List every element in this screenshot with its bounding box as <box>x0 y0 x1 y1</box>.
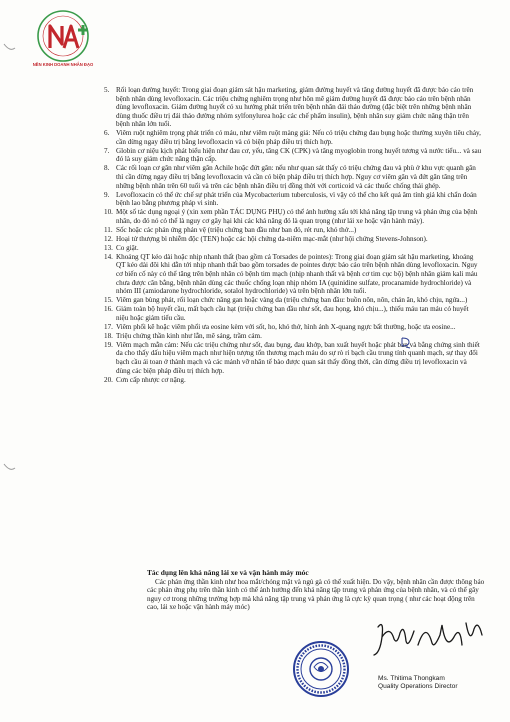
list-item: 17. Viêm phổi kẽ hoặc viêm phổi ưa eosine kèm với sốt, ho, khó thở, hình ảnh X-quang ngực bất thường, hoặc ưa eosine... <box>104 322 456 331</box>
signatory-block <box>378 675 488 691</box>
list-item: 5. Rối loạn đường huyết: Trong giai đoạn giám sát hậu marketing, giảm đường huyết và tăng đường huyết đã được báo cáo trên bệnh nhân dùng levofloxacin. Các triệu chứng nghiêm trọng như hôn mê giảm đường huyết đã được báo cáo trên bệnh nhân dùng levofloxacin. Giảm đường huyết có xu hướng phát triển trên bệnh nhân đái tháo đường (đặc biệt trên những bệnh nhân dùng thuốc điều trị đái tháo đường nhóm sylfonylurea hoặc các chế phẩm insulin), bệnh nhân suy giảm chức năng thận trên bệnh nhân lớn tuổi. <box>104 86 474 129</box>
list-item: 7. Globin cơ niệu kịch phát biểu hiện như đau cơ, yếu, tăng CK (CPK) và tăng myoglobin trong huyết tương và nước tiểu... và sau đó là suy giảm chức năng thận cấp. <box>104 146 482 164</box>
list-item: 10. Một số tác dụng ngoại ý (xin xem phần TÁC DỤNG PHỤ) có thể ảnh hưởng xấu tới khả năng tập trung và phản ứng của bệnh nhân, do đó nó có thể là nguy cơ gây hại khi các khả năng đó là quan trọng (như lái xe hoặc vận hành máy). <box>104 208 478 225</box>
punch-mark <box>2 462 16 474</box>
list-item: 14. Khoảng QT kéo dài hoặc nhịp nhanh thất (bao gồm cả Torsades de pointes): Trong giai đoạn giám sát hậu marketing, khoảng QT kéo dài đôi khi dẫn tới nhịp nhanh thất bao gồm torsades de pointes được báo cáo trên bệnh nhân dùng levofloxacin. Nguy cơ biến cố này có thể tăng trên bệnh nhân có bệnh tim mạch (nhịp nhanh thất và bệnh cơ tim cục bộ) bệnh nhân giảm kali máu chưa được cân bằng, bệnh nhân dùng các thuốc chống loạn nhịp nhóm IA (quinidine sulfate, procanamide hydrochloride) và nhóm III (amiodarone hydrochloride, sotalol hydrochloride) và trên bệnh nhân lớn tuổi. <box>104 252 478 296</box>
list-item: 16. Giảm toàn bộ huyết cầu, mất bạch cầu hạt (triệu chứng ban đầu như sốt, đau họng, khó chịu...), thiếu máu tan máu có huyết niệu hoặc giảm tiểu cầu. <box>104 305 469 322</box>
list-item: 9. Levofloxacin có thể ức chế sự phát triển của Mycobacterium tuberculosis, vì vậy có thể cho kết quả âm tính giả khi chẩn đoán bệnh lao bằng phương pháp vi sinh. <box>104 190 477 208</box>
signatory-name: Ms. Thitima Thongkam <box>378 675 445 682</box>
list-item: 11. Sốc hoặc các phản ứng phản vệ (triệu chứng ban đầu như ban đỏ, rét run, khó thở...) <box>104 225 357 234</box>
list-item: 12. Hoại tử thượng bì nhiễm độc (TEN) hoặc các hội chứng da-niêm mạc-mắt (như hội chứng Stevens-Johnson). <box>104 234 428 243</box>
section-heading: Tác dụng lên khả năng lái xe và vận hành máy móc <box>147 568 309 577</box>
list-item: 13. Co giật. <box>104 243 139 252</box>
logo-tagline: NỀN KINH DOANH NHÂN ĐẠO <box>32 62 94 67</box>
list-item: 19. Viêm mạch mẫn cảm: Nếu các triệu chứng như sốt, đau bụng, đau khớp, ban xuất huyết hoặc phát ban và bằng chứng sinh thiết da cho thấy dấu hiệu viêm mạch như hiện tượng tổn thương mạch máu do sự rò rỉ bạch cầu trung tính quanh mạch, sự thay đổi bạch cầu ái toan ở thành mạch và các mảnh vỡ nhân tế bào được quan sát thấy đồng thời, cần dừng điều trị levofloxacin và dùng các biện pháp điều trị thích hợp. <box>104 340 480 375</box>
list-item: 6. Viêm ruột nghiêm trọng phát triển có máu, như viêm ruột màng giả: Nếu có triệu chứng đau bụng hoặc thường xuyên tiêu chảy, cần dừng ngay điều trị bằng levofloxacin và có biện pháp điều trị thích hợp. <box>104 129 481 146</box>
company-stamp <box>292 640 350 698</box>
list-item: 20. Cơn cấp nhược cơ nặng. <box>104 375 186 384</box>
handwritten-signature <box>370 615 490 665</box>
pharmacy-logo <box>28 6 98 68</box>
signatory-title: Quality Operations Director <box>378 683 458 690</box>
section-body: Các phản ứng thần kinh như hoa mắt/chóng mặt và ngủ gà có thể xuất hiện. Do vậy, bệnh nhân cần được thông báo các phản ứng phụ trên thần kinh có thể ảnh hưởng đến khả năng tập trung và phản ứng của bệnh nhân, và có thể gây nguy cơ trong những trường hợp mà khả năng tập trung và phản ứng là cực kỳ quan trọng ( như các hoạt động trên cao, lái xe hoặc vận hành máy móc) <box>147 577 485 612</box>
list-item: 15. Viêm gan bùng phát, rối loạn chức năng gan hoặc vàng da (triệu chứng ban đầu: buồn nôn, nôn, chán ăn, khó chịu, ngứa...) <box>104 296 468 305</box>
pen-annotation <box>400 335 412 349</box>
list-item: 18. Triệu chứng thần kinh như lẫn, mê sảng, trầm cảm. <box>104 331 262 340</box>
driving-section <box>147 569 487 612</box>
list-item: 8. Các rối loạn cơ gân như viêm gân Achile hoặc đứt gân: nếu như quan sát thấy có triệu chứng đau và phù ở khu vực quanh gân thì cần dừng ngay điều trị bằng levofloxacin và cần có biện pháp điều trị thích hợp. Nguy cơ viêm gân và đứt gân tăng trên những bệnh nhân trên 60 tuổi và trên các bệnh nhân điều trị đồng thời với corticoid và các thuốc chống thải ghép. <box>104 164 476 190</box>
punch-mark <box>2 42 16 54</box>
adverse-effects-list <box>104 86 482 385</box>
